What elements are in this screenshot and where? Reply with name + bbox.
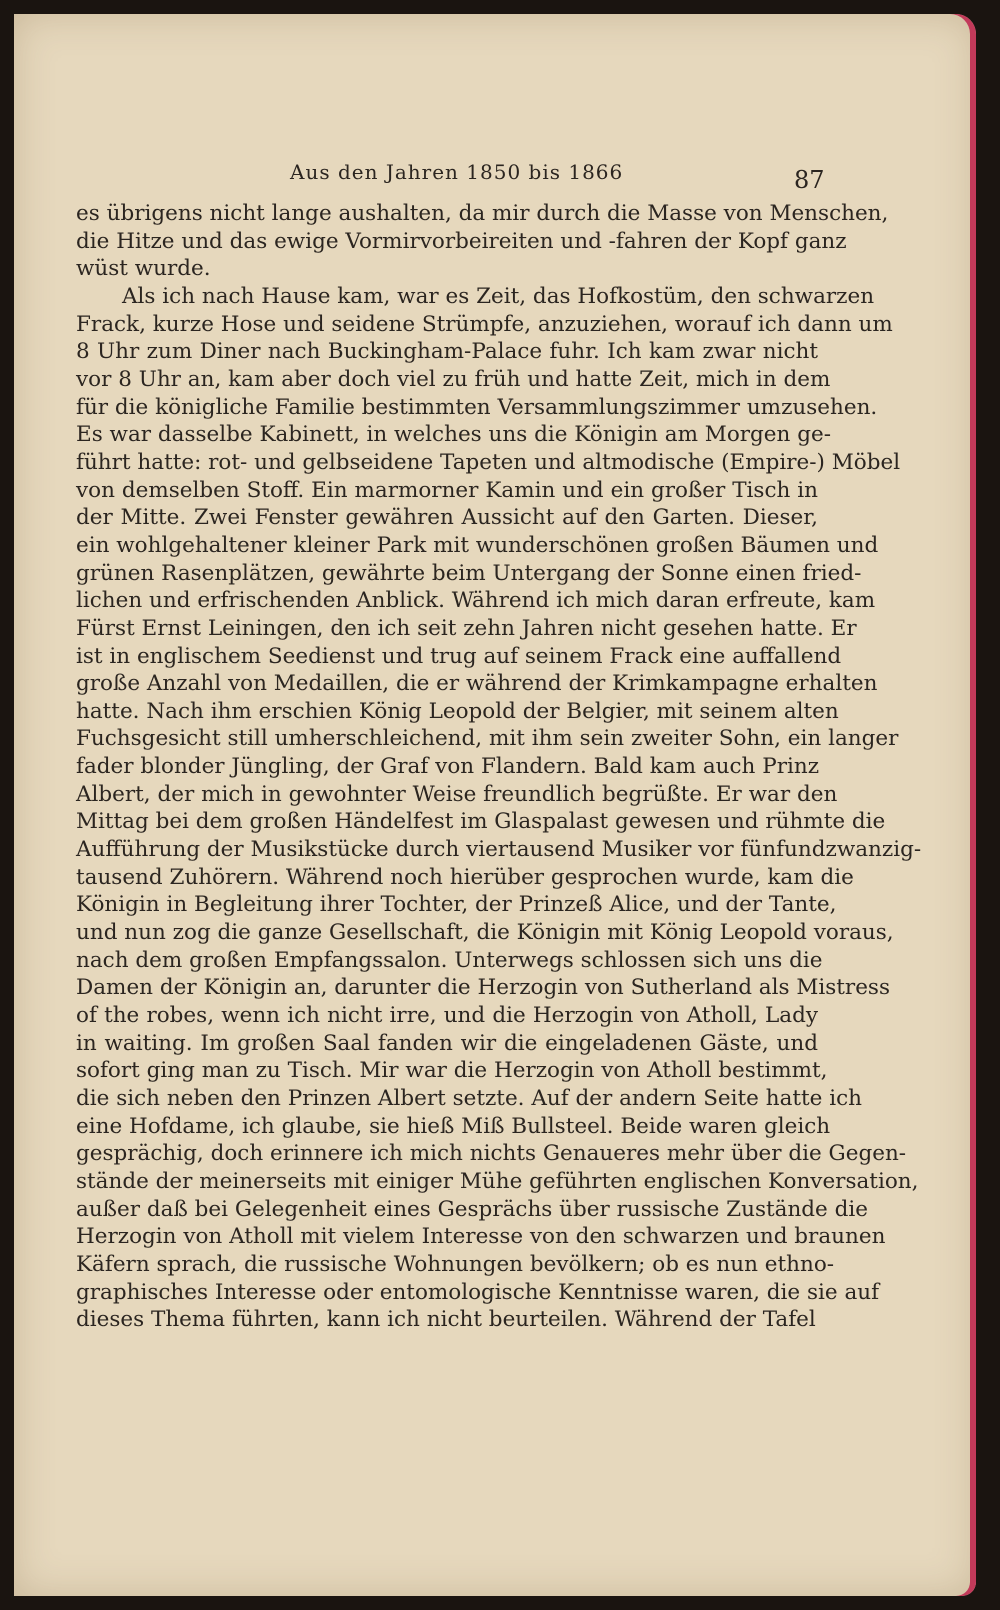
- text-line: vor 8 Uhr an, kam aber doch viel zu früh und hatte Zeit, mich in dem: [76, 366, 831, 392]
- text-line: gesprächig, doch erinnere ich mich nichts Genaueres mehr über die Gegen-: [76, 1141, 907, 1167]
- text-line: ist in englischem Seedienst und trug auf seinem Frack eine auffallend: [76, 643, 842, 669]
- text-line: der Mitte. Zwei Fenster gewähren Aussicht auf den Garten. Dieser,: [76, 505, 818, 531]
- text-line: grünen Rasenplätzen, gewährte beim Untergang der Sonne einen fried-: [76, 560, 862, 586]
- text-line: große Anzahl von Medaillen, die er während der Krimkampagne erhalten: [76, 671, 878, 697]
- text-line: ein wohlgehaltener kleiner Park mit wunderschönen großen Bäumen und: [76, 532, 879, 558]
- text-line: Frack, kurze Hose und seidene Strümpfe, anzuziehen, worauf ich dann um: [76, 311, 893, 337]
- text-line: außer daß bei Gelegenheit eines Gesprächs über russische Zustände die: [76, 1196, 868, 1222]
- text-line: wüst wurde.: [76, 256, 211, 282]
- text-line: Königin in Begleitung ihrer Tochter, der Prinzeß Alice, und der Tante,: [76, 892, 837, 918]
- running-header: Aus den Jahren 1850 bis 1866: [290, 160, 624, 184]
- text-line: 8 Uhr zum Diner nach Buckingham-Palace fuhr. Ich kam zwar nicht: [76, 339, 818, 365]
- text-line: nach dem großen Empfangssalon. Unterwegs schlossen sich uns die: [76, 947, 823, 973]
- text-line: stände der meinerseits mit einiger Mühe geführten englischen Konversation,: [76, 1168, 919, 1194]
- text-line: eine Hofdame, ich glaube, sie hieß Miß Bullsteel. Beide waren gleich: [76, 1113, 831, 1139]
- text-line: sofort ging man zu Tisch. Mir war die Herzogin von Atholl bestimmt,: [76, 1058, 828, 1084]
- text-line: Mittag bei dem großen Händelfest im Glaspalast gewesen und rühmte die: [76, 809, 886, 835]
- body-text: [76, 200, 922, 1334]
- text-line: of the robes, wenn ich nicht irre, und die Herzogin von Atholl, Lady: [76, 1003, 818, 1029]
- text-line: Fürst Ernst Leiningen, den ich seit zehn Jahren nicht gesehen hatte. Er: [76, 615, 857, 641]
- page-number: 87: [794, 166, 825, 194]
- text-line: tausend Zuhörern. Während noch hierüber gesprochen wurde, kam die: [76, 864, 854, 890]
- text-line: in waiting. Im großen Saal fanden wir die eingeladenen Gäste, und: [76, 1030, 818, 1056]
- text-line: Es war dasselbe Kabinett, in welches uns die Königin am Morgen ge-: [76, 422, 831, 448]
- text-line: es übrigens nicht lange aushalten, da mir durch die Masse von Menschen,: [76, 201, 889, 226]
- text-line: Albert, der mich in gewohnter Weise freundlich begrüßte. Er war den: [76, 781, 838, 807]
- text-line: fader blonder Jüngling, der Graf von Flandern. Bald kam auch Prinz: [76, 754, 820, 780]
- book-page: [14, 14, 976, 1596]
- text-line: graphisches Interesse oder entomologische Kenntnisse waren, die sie auf: [76, 1279, 880, 1305]
- text-line: Damen der Königin an, darunter die Herzogin von Sutherland als Mistress: [76, 975, 890, 1001]
- text-line: Fuchsgesicht still umherschleichend, mit ihm sein zweiter Sohn, ein langer: [76, 726, 899, 752]
- text-line: für die königliche Familie bestimmten Versammlungszimmer umzusehen.: [76, 394, 878, 420]
- text-line: Herzogin von Atholl mit vielem Interesse von den schwarzen und braunen: [76, 1224, 886, 1250]
- text-line: die Hitze und das ewige Vormirvorbeireiten und -fahren der Kopf ganz: [76, 228, 847, 254]
- text-line: lichen und erfrischenden Anblick. Während ich mich daran erfreute, kam: [76, 588, 876, 614]
- text-line: die sich neben den Prinzen Albert setzte. Auf der andern Seite hatte ich: [76, 1086, 862, 1111]
- text-line: Käfern sprach, die russische Wohnungen bevölkern; ob es nun ethno-: [76, 1251, 835, 1277]
- text-line: führt hatte: rot- und gelbseidene Tapeten und altmodische (Empire-) Möbel: [76, 449, 901, 475]
- text-line: Als ich nach Hause kam, war es Zeit, das Hofkostüm, den schwarzen: [122, 283, 875, 309]
- text-line: dieses Thema führten, kann ich nicht beurteilen. Während der Tafel: [76, 1307, 816, 1333]
- text-line: von demselben Stoff. Ein marmorner Kamin und ein großer Tisch in: [76, 477, 818, 503]
- text-line: hatte. Nach ihm erschien König Leopold der Belgier, mit seinem alten: [76, 698, 839, 724]
- text-line: Aufführung der Musikstücke durch viertausend Musiker vor fünfundzwanzig-: [76, 837, 922, 863]
- text-line: und nun zog die ganze Gesellschaft, die Königin mit König Leopold voraus,: [76, 920, 894, 946]
